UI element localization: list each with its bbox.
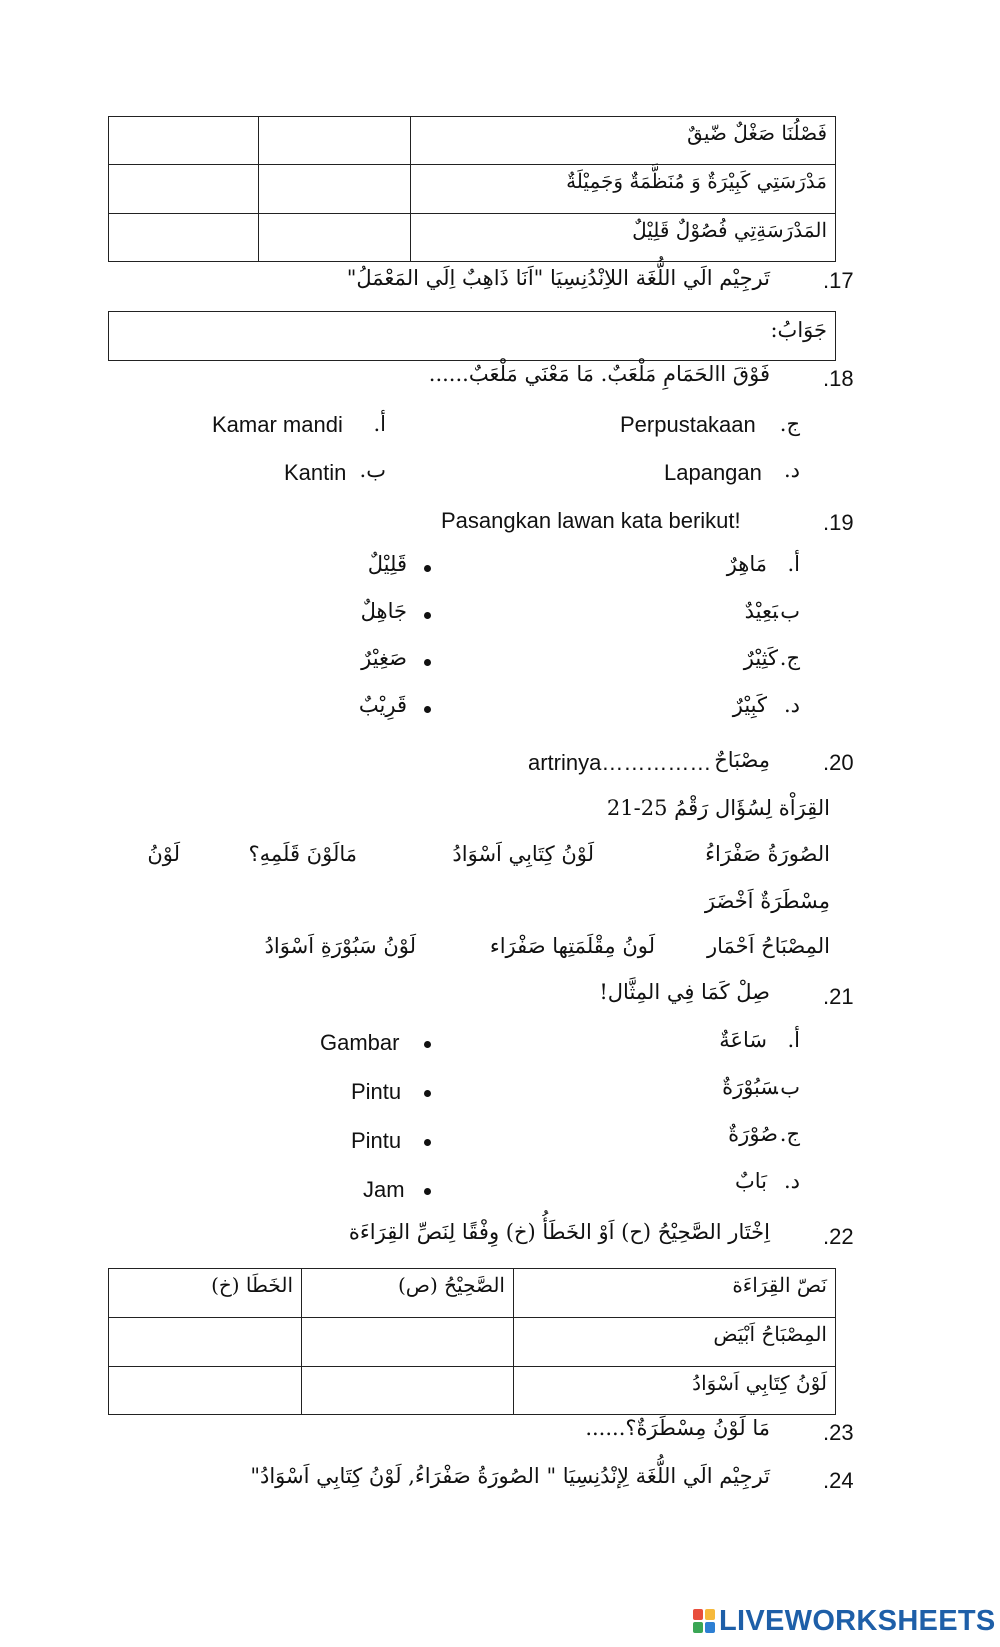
reading-sentence: المِصْبَاحُ اَحْمَار [706, 934, 830, 958]
answer-cell[interactable] [259, 117, 411, 165]
match-right-item[interactable]: Pintu [351, 1128, 402, 1153]
match-right-item[interactable]: جَاهِلٌ [360, 599, 407, 623]
option-text[interactable]: Perpustakaan [620, 412, 756, 437]
logo-icon [693, 1609, 715, 1633]
option-letter: أ. [787, 552, 800, 576]
answer-cell[interactable] [109, 117, 259, 165]
option-letter: ب. [773, 599, 800, 623]
answer-cell[interactable] [109, 214, 259, 262]
reading-sentence: مِسْطَرَةٌ اَخْضَرَ [704, 889, 830, 913]
match-left-item[interactable]: سَاعَةٌ [719, 1028, 767, 1052]
option-letter: د. [783, 693, 800, 717]
reading-sentence: لَوْنُ كِتَابِي اَسْوَادُ [452, 842, 594, 866]
match-right-item[interactable]: Pintu [351, 1079, 402, 1104]
option-text[interactable]: Lapangan [664, 460, 762, 485]
option-letter: ج. [779, 412, 800, 436]
statement-cell: لَوْنُ كِتَابِي اَسْوَادُ [514, 1367, 836, 1415]
statement-cell: فَصْلُنَا صَغْلٌ ضّيقٌ [411, 117, 836, 165]
match-left-item[interactable]: بَعِيْدٌ [744, 599, 778, 623]
option-letter: أ. [373, 412, 386, 436]
option-letter: د. [783, 458, 800, 482]
question-text: اِخْتَار الصَّحِيْحُ (ح) اَوْ الخَطَأُ (خ) وِفْقًا لِنَصِّ القِرَاءَة [348, 1220, 770, 1244]
question-number: .20 [823, 750, 854, 775]
question-text: Pasangkan lawan kata berikut! [441, 508, 741, 533]
true-false-table [108, 1268, 836, 1415]
reading-sentence: مَالَوْنَ قَلَمِهِ؟ [248, 842, 357, 866]
answer-cell[interactable] [109, 1367, 302, 1415]
option-letter: ج. [779, 646, 800, 670]
answer-cell[interactable] [109, 165, 259, 214]
statement-cell: مَدْرَسَتِي كَبِيْرَةٌ وَ مُنَظَّمَةٌ وَجَمِيْلَةٌ [411, 165, 836, 214]
question-text: تَرجِيْم الَي اللُّغَة لِإنْدُنِسِيَا " الصُورَةُ صَفْرَاءُ, لَوْنُ كِتَابِي اَسْوَادُ" [250, 1464, 770, 1488]
question-number: .24 [823, 1468, 854, 1493]
statement-cell: المِصْبَاحُ اَبْيَض [514, 1318, 836, 1367]
liveworksheets-logo [693, 1604, 996, 1638]
option-letter: ب. [773, 1075, 800, 1099]
bullet-dot[interactable] [424, 706, 431, 713]
option-letter: ب. [359, 458, 386, 482]
answer-cell[interactable] [302, 1367, 514, 1415]
question-arabic-word: مِصْبَاحٌ [714, 748, 770, 772]
match-right-item[interactable]: Jam [363, 1177, 405, 1202]
question-number: .18 [823, 366, 854, 391]
logo-text: LIVEWORKSHEETS [719, 1604, 996, 1637]
question-text: صِلْ كَمَا فِي المِثَّال! [599, 980, 770, 1004]
match-left-item[interactable]: بَابٌ [734, 1169, 767, 1193]
match-right-item[interactable]: Gambar [320, 1030, 400, 1055]
answer-cell[interactable] [259, 165, 411, 214]
match-left-item[interactable]: كَثِيْرٌ [743, 646, 778, 670]
match-left-item[interactable]: مَاهِرٌ [726, 552, 767, 576]
question-number: .17 [823, 268, 854, 293]
reading-sentence: لَونُ مِقْلَمَتِها صَفْرَاء [489, 934, 655, 958]
option-letter: د. [783, 1169, 800, 1193]
answer-cell[interactable] [302, 1318, 514, 1367]
question-number: .22 [823, 1224, 854, 1249]
reading-title: القِرَاْة لِسُؤَال رَقْمُ 25-21 [606, 796, 830, 820]
answer-cell[interactable] [109, 1318, 302, 1367]
option-letter: ج. [779, 1122, 800, 1146]
question-text: artrinya…………… [528, 750, 712, 775]
question-text: فَوْقَ االحَمَامِ مَلْعَبٌ. مَا مَعْنَي مَلْعَبٌ...... [428, 362, 770, 386]
bullet-dot[interactable] [424, 1090, 431, 1097]
bullet-dot[interactable] [424, 565, 431, 572]
column-header: نَصّ القِرَاءَة [514, 1269, 836, 1318]
match-right-item[interactable]: صَغِيْرٌ [361, 646, 407, 670]
column-header: الخَطَا (خ) [109, 1269, 302, 1318]
bullet-dot[interactable] [424, 1041, 431, 1048]
question-number: .21 [823, 984, 854, 1009]
answer-cell[interactable] [259, 214, 411, 262]
question-number: .23 [823, 1420, 854, 1445]
match-left-item[interactable]: سَبُوْرَةٌ [722, 1075, 778, 1099]
match-left-item[interactable]: كَبِيْرٌ [732, 693, 767, 717]
question-text: مَا لَوْنُ مِسْطَرَةٌ؟...... [585, 1416, 770, 1440]
question-text: تَرجِيْم الَي اللُّغَة اللاِنْدُنِسِيَا "اَنَا ذَاهِبٌ اِلَي المَعْمَلُ" [346, 266, 770, 290]
bullet-dot[interactable] [424, 659, 431, 666]
option-text[interactable]: Kantin [284, 460, 347, 485]
match-right-item[interactable]: قَرِيْبٌ [358, 693, 407, 717]
bullet-dot[interactable] [424, 1188, 431, 1195]
bullet-dot[interactable] [424, 612, 431, 619]
option-letter: أ. [787, 1028, 800, 1052]
match-right-item[interactable]: قَلِيْلٌ [367, 552, 407, 576]
reading-sentence: الصُورَةُ صَفْرَاءُ [705, 842, 830, 866]
answer-box[interactable] [108, 311, 836, 361]
option-text[interactable]: Kamar mandi [212, 412, 343, 437]
statement-table [108, 116, 836, 262]
statement-cell: المَدْرَسَةِتِي فُصُوْلٌ قَلِيْلٌ [411, 214, 836, 262]
reading-sentence: لَوْنُ سَبُوْرَةِ اَسْوَادُ [264, 934, 416, 958]
bullet-dot[interactable] [424, 1139, 431, 1146]
column-header: الصَّحِيْحُ (ص) [302, 1269, 514, 1318]
question-number: .19 [823, 510, 854, 535]
match-left-item[interactable]: صُوْرَةٌ [728, 1122, 778, 1146]
reading-sentence: لَوْنُ [147, 842, 180, 866]
answer-label: جَوَابُ: [770, 318, 827, 342]
